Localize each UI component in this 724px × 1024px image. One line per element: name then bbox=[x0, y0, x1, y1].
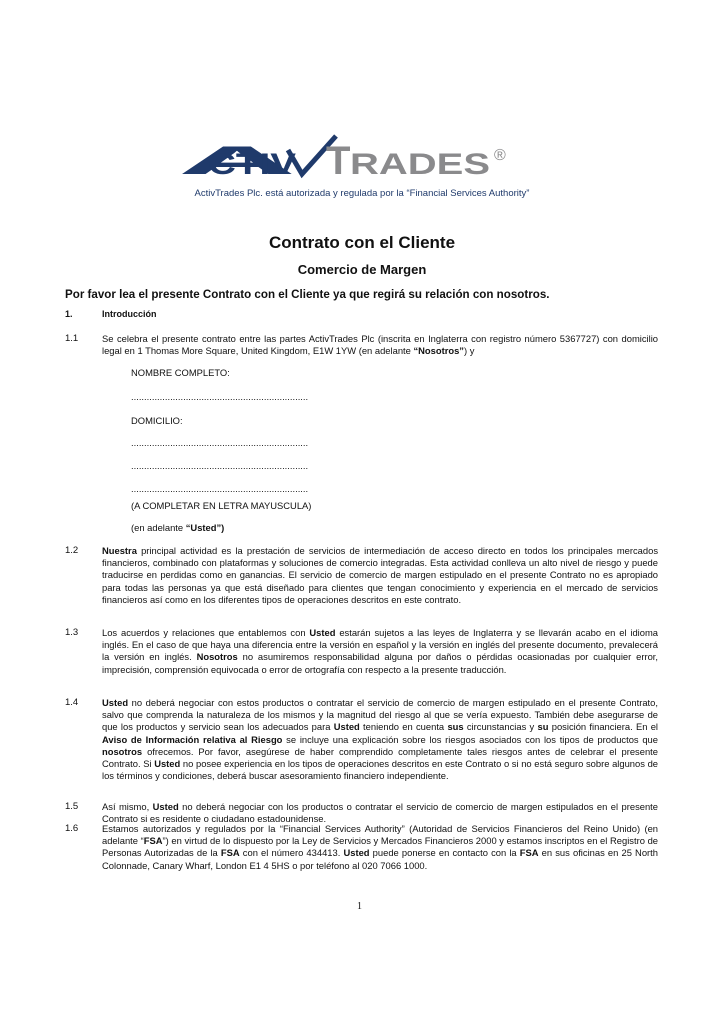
bold-term: Nosotros bbox=[196, 651, 238, 663]
text-segment: estarán sujetos a las leyes de Inglaterra y se llevarán acabo en el idioma inglés. En el caso de que haya una diferencia entre la versión en español y la versión en inglés del presente documento, prevalecerá la versión en inglés. bbox=[102, 627, 658, 663]
clause-1-5-text bbox=[102, 801, 658, 825]
text-segment: se incluye una explicación sobre los riesgos asociados con los tipos de productos que bbox=[282, 733, 658, 745]
bold-term: nosotros bbox=[102, 745, 143, 757]
svg-text:CTIV: CTIV bbox=[208, 148, 296, 181]
text-segment: no deberá negociar con los productos o contratar el servicio de comercio de margen estipulados en el presente Contrato si es residente o ciudadano estadounidense. bbox=[102, 801, 658, 825]
document-subtitle: Comercio de Margen bbox=[297, 262, 427, 277]
text-segment: en sus oficinas en 25 North Colonnade, Canary Wharf, London E1 4 5HS o por teléfono al 020 7066 1000. bbox=[102, 847, 658, 871]
bold-term: “Nosotros” bbox=[413, 345, 464, 357]
document-title: Contrato con el Cliente bbox=[268, 233, 456, 252]
bold-term: Usted bbox=[102, 697, 129, 708]
bold-term: Usted bbox=[333, 721, 360, 733]
hereinafter-term: “Usted”) bbox=[185, 522, 225, 533]
text-segment: no posee experiencia en los tipos de operaciones descritos en este Contrato o si no está seguro sobre algunos de los términos y condiciones, deberá buscar asesoramiento financiero independiente. bbox=[102, 758, 658, 782]
bold-term: FSA bbox=[143, 835, 163, 847]
clause-1-3-text bbox=[102, 627, 658, 676]
full-name-field[interactable]: .................................................................... bbox=[131, 391, 309, 402]
clause-1-6-text bbox=[102, 823, 658, 872]
page-number: 1 bbox=[357, 901, 362, 912]
bold-term: Usted bbox=[154, 758, 181, 770]
address-field-line-1[interactable]: .................................................................... bbox=[131, 437, 309, 448]
bold-term: FSA bbox=[519, 847, 539, 859]
svg-text:®: ® bbox=[494, 147, 506, 164]
clause-number: 1.6 bbox=[65, 823, 79, 834]
text-segment: posición financiera. En el bbox=[548, 721, 658, 733]
clause-1-2-text bbox=[102, 545, 658, 606]
bold-term: Usted bbox=[309, 627, 336, 638]
clause-number: 1.1 bbox=[65, 333, 79, 344]
bold-term: Usted bbox=[343, 847, 370, 859]
clause-number: 1.2 bbox=[65, 545, 79, 556]
text-segment: circunstancias y bbox=[463, 721, 538, 733]
text-segment: no asumiremos responsabilidad alguna por daños o pérdidas ocasionadas por cualquier error, imprecisión, comprensión equivocada o error de ortografía con respecto a la presente traducción. bbox=[102, 651, 658, 675]
address-field-line-3[interactable]: .................................................................... bbox=[131, 483, 309, 494]
text-segment: con el número 434413. bbox=[239, 847, 344, 859]
clause-number: 1.3 bbox=[65, 627, 79, 638]
bold-term: Usted bbox=[152, 801, 179, 812]
clause-number: 1.4 bbox=[65, 697, 79, 708]
address-field-line-2[interactable]: .................................................................... bbox=[131, 460, 309, 471]
svg-text:A: A bbox=[178, 139, 296, 182]
text-segment: principal actividad es la prestación de servicios de intermediación de acceso directo en todos los principales mercados financieros, combinado con plataformas y soluciones de comercio integradas. Esta actividad conlleva un alto nivel de riesgo y puede traducirse en perdidas como en ganancias. El servicio de comercio de margen estipulado en el presente Contrato no es apropiado para todas las personas ya que está diseñado para clientes que tengan conocimiento y experiencia en el mercado de servicios financieros así como en los diferentes tipos de operaciones descritos en este contrato. bbox=[102, 545, 658, 605]
text-segment: Estamos autorizados y regulados por la “Financial Services Authority” (Autoridad de Servicios Financieros del Reino Unido) (en adelante “ bbox=[102, 823, 658, 847]
svg-text:T: T bbox=[326, 139, 351, 182]
activtrades-logo bbox=[176, 130, 536, 182]
text-segment: Así mismo, bbox=[102, 801, 153, 812]
bold-term: Nuestra bbox=[102, 545, 137, 556]
bold-term: su bbox=[537, 721, 549, 733]
hereinafter-prefix: (en adelante bbox=[131, 522, 186, 533]
text-segment: ) y bbox=[463, 345, 475, 357]
section-heading: Introducción bbox=[102, 309, 157, 319]
clause-number: 1.5 bbox=[65, 801, 79, 812]
bold-term: Aviso de Información relativa al Riesgo bbox=[102, 733, 283, 745]
clause-1-1-text bbox=[102, 333, 658, 357]
bold-term: FSA bbox=[220, 847, 240, 859]
text-segment: Los acuerdos y relaciones que entablemos con bbox=[102, 627, 310, 638]
text-segment: ofrecemos. Por favor, asegúrese de haber comprendido completamente tales riesgos antes de celebrar el presente Contrato. Si bbox=[102, 745, 658, 770]
text-segment: teniendo en cuenta bbox=[359, 721, 448, 733]
clause-1-4-text bbox=[102, 697, 658, 782]
regulation-tagline: ActivTrades Plc. está autorizada y regulada por la “Financial Services Authority” bbox=[194, 188, 530, 199]
address-label: DOMICILIO: bbox=[131, 415, 183, 426]
bold-term: sus bbox=[447, 721, 464, 733]
hereinafter-you bbox=[131, 522, 224, 533]
text-segment: Se celebra el presente contrato entre las partes ActivTrades Plc (inscrita en Inglaterra con registro número 5367727) con domicilio legal en 1 Thomas More Square, United Kingdom, E1W 1YW (en adelante bbox=[102, 333, 658, 357]
section-number: 1. bbox=[65, 309, 73, 319]
full-name-label: NOMBRE COMPLETO: bbox=[131, 367, 230, 378]
text-segment: ”) en virtud de lo dispuesto por la Ley de Servicios y Mercados Financieros 2000 y estamos inscriptos en el Registro de Personas Autorizadas de la bbox=[102, 835, 658, 859]
text-segment: no deberá negociar con estos productos o contratar el servicio de comercio de margen estipulado en el presente Contrato, salvo que comprenda la naturaleza de los mismos y la magnitud del riesgo al que se vería expuesto. También debe asegurarse de que los productos y servicio sean los adecuados para bbox=[102, 697, 658, 733]
svg-text:RADES: RADES bbox=[350, 148, 490, 181]
lead-notice: Por favor lea el presente Contrato con el Cliente ya que regirá su relación con nosotros. bbox=[65, 288, 550, 301]
caps-note: (A COMPLETAR EN LETRA MAYUSCULA) bbox=[131, 500, 312, 511]
text-segment: puede ponerse en contacto con la bbox=[369, 847, 520, 859]
